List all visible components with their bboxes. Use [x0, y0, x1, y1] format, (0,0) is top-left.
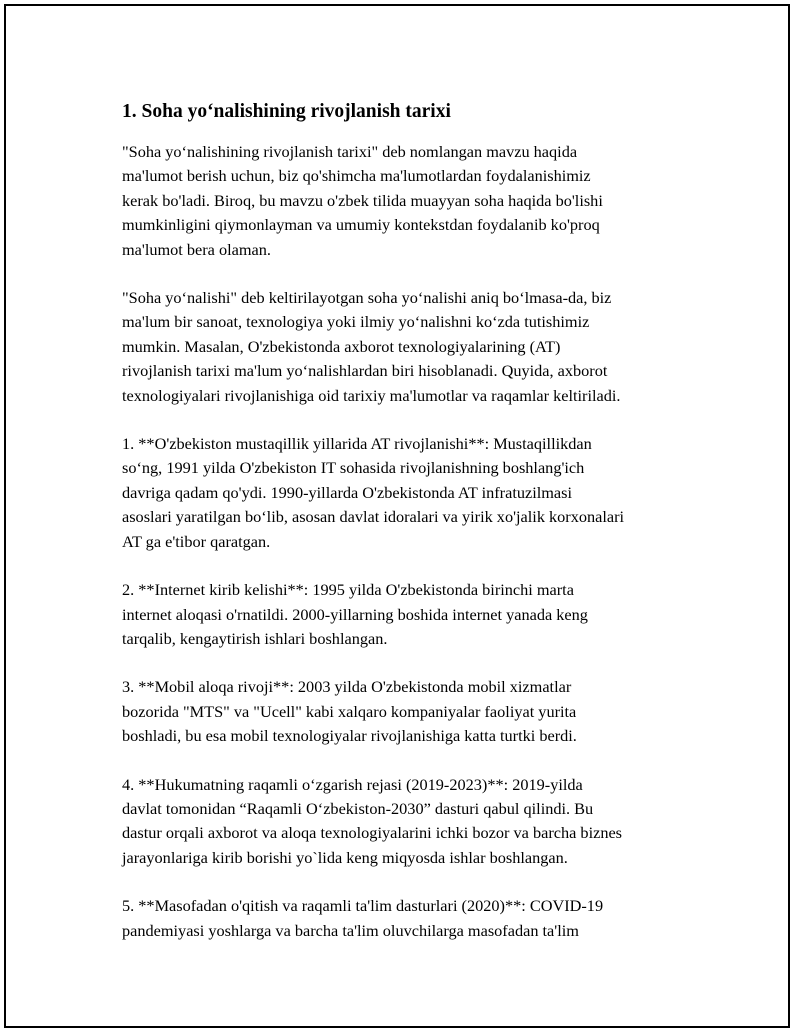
page-frame	[4, 4, 790, 1028]
list-item-digital-plan: 4. **Hukumatning raqamli o‘zgarish rejasi (2019-2023)**: 2019-yilda davlat tomonidan “Raqamli O‘zbekiston-2030” dasturi qabul qilindi. Bu dastur orqali axborot va aloqa texnologiyalarini ichki bozor va barcha biznes jarayonlariga kirib borishi yo`lida keng miqyosda ishlar boshlangan.	[122, 774, 623, 867]
context-paragraph: "Soha yo‘nalishi" deb keltirilayotgan soha yo‘nalishi aniq bo‘lmasa-da, biz ma'lum bir sanoat, texnologiya yoki ilmiy yo‘nalishni ko‘zda tutishimiz mumkin. Masalan, O'zbekistonda axborot texnologiyalarining (AT) rivojlanish tarixi ma'lum yo‘nalishlardan biri hisoblanadi. Quyida, axborot texnologiyalari rivojlanishiga oid tarixiy ma'lumotlar va raqamlar keltiriladi.	[122, 288, 621, 405]
list-item-independence: 1. **O'zbekiston mustaqillik yillarida AT rivojlanishi**: Mustaqillikdan so‘ng, 1991 yilda O'zbekiston IT sohasida rivojlanishning boshlang'ich davriga qadam qo'ydi. 1990-yillarda O'zbekistonda AT infratuzilmasi asoslari yaratilgan bo‘lib, asosan davlat idoralari va yirik xo'jalik korxonalari AT ga e'tibor qaratgan.	[122, 434, 625, 551]
section-heading: 1. Soha yo‘nalishining rivojlanish tarixi	[122, 101, 451, 122]
document-body	[122, 98, 702, 967]
list-item-mobile: 3. **Mobil aloqa rivoji**: 2003 yilda O'zbekistonda mobil xizmatlar bozorida "MTS" va "Ucell" kabi xalqaro kompaniyalar faoliyat yurita boshladi, bu esa mobil texnologiyalar rivojlanishiga katta turtki berdi.	[122, 677, 577, 746]
list-item-distance-learning: 5. **Masofadan o'qitish va raqamli ta'lim dasturlari (2020)**: COVID-19 pandemiyasi yoshlarga va barcha ta'lim oluvchilarga masofadan ta'lim	[122, 896, 604, 940]
intro-paragraph: "Soha yo‘nalishining rivojlanish tarixi" deb nomlangan mavzu haqida ma'lumot berish uchun, biz qo'shimcha ma'lumotlardan foydalanishimiz kerak bo'ladi. Biroq, bu mavzu o'zbek tilida muayyan soha haqida bo'lishi mumkinligini qiymonlayman va umumiy kontekstdan foydalanib ko'proq ma'lumot bera olaman.	[122, 142, 603, 259]
list-item-internet: 2. **Internet kirib kelishi**: 1995 yilda O'zbekistonda birinchi marta internet aloqasi o'rnatildi. 2000-yillarning boshida internet yanada keng tarqalib, kengaytirish ishlari boshlangan.	[122, 580, 588, 648]
